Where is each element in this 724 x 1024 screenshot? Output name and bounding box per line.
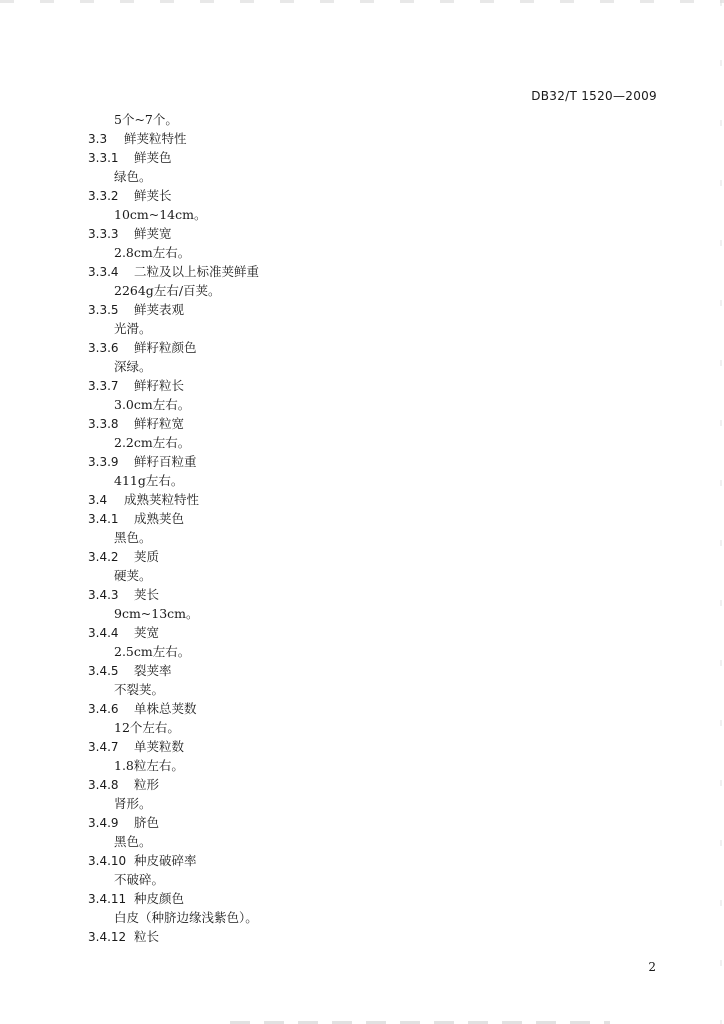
section-value: [88, 110, 648, 129]
section-title: 粒形: [134, 777, 160, 792]
section-title: 鲜荚表观: [134, 302, 185, 317]
document-code: DB32/T 1520—2009: [531, 89, 657, 103]
section-title: 鲜籽粒长: [134, 378, 185, 393]
scan-artifact-right: [720, 0, 722, 1024]
section-heading: [88, 129, 648, 148]
section-value: [88, 357, 648, 376]
section-number: 3.4.12: [88, 930, 127, 944]
section-value: [88, 471, 648, 490]
section-heading: [88, 376, 648, 395]
section-title: 二粒及以上标准荚鲜重: [134, 264, 260, 279]
section-number: 3.3.4: [88, 265, 119, 279]
section-title: 鲜荚粒特性: [124, 131, 187, 146]
section-text: 3.0cm左右。: [114, 397, 191, 412]
section-value: [88, 566, 648, 585]
section-title: 鲜籽粒宽: [134, 416, 185, 431]
section-value: [88, 433, 648, 452]
section-title: 荚长: [134, 587, 160, 602]
section-heading: [88, 623, 648, 642]
page-number: 2: [648, 960, 656, 974]
section-number: 3.4: [88, 493, 108, 507]
section-title: 荚宽: [134, 625, 160, 640]
section-text: 2.2cm左右。: [114, 435, 191, 450]
section-value: [88, 832, 648, 851]
section-number: 3.4.6: [88, 702, 119, 716]
section-heading: [88, 509, 648, 528]
section-heading: [88, 148, 648, 167]
section-text: 不破碎。: [114, 872, 165, 887]
section-number: 3.4.10: [88, 854, 127, 868]
section-number: 3.3.2: [88, 189, 119, 203]
section-number: 3.3.5: [88, 303, 119, 317]
section-value: [88, 870, 648, 889]
section-heading: [88, 262, 648, 281]
section-text: 黑色。: [114, 530, 152, 545]
section-title: 成熟荚粒特性: [124, 492, 200, 507]
section-title: 鲜荚色: [134, 150, 172, 165]
section-text: 2.5cm左右。: [114, 644, 191, 659]
section-heading: [88, 889, 648, 908]
section-value: [88, 167, 648, 186]
section-title: 种皮破碎率: [134, 853, 197, 868]
section-text: 411g左右。: [114, 473, 184, 488]
section-heading: [88, 224, 648, 243]
section-heading: [88, 661, 648, 680]
section-text: 2.8cm左右。: [114, 245, 191, 260]
section-heading: [88, 452, 648, 471]
section-title: 粒长: [134, 929, 160, 944]
section-number: 3.3.9: [88, 455, 119, 469]
section-number: 3.3.8: [88, 417, 119, 431]
section-title: 裂荚率: [134, 663, 172, 678]
section-number: 3.4.9: [88, 816, 119, 830]
section-text: 黑色。: [114, 834, 152, 849]
section-text: 12个左右。: [114, 720, 180, 735]
section-text: 1.8粒左右。: [114, 758, 184, 773]
section-heading: [88, 737, 648, 756]
section-text: 9cm~13cm。: [114, 606, 199, 621]
section-value: [88, 642, 648, 661]
section-title: 荚质: [134, 549, 160, 564]
section-text: 绿色。: [114, 169, 152, 184]
section-heading: [88, 585, 648, 604]
section-heading: [88, 414, 648, 433]
section-value: [88, 756, 648, 775]
section-number: 3.4.5: [88, 664, 119, 678]
section-value: [88, 718, 648, 737]
section-title: 鲜籽百粒重: [134, 454, 197, 469]
section-number: 3.4.2: [88, 550, 119, 564]
section-number: 3.4.8: [88, 778, 119, 792]
section-heading: [88, 186, 648, 205]
section-title: 脐色: [134, 815, 160, 830]
section-text: 肾形。: [114, 796, 152, 811]
section-text: 2264g左右/百荚。: [114, 283, 221, 298]
section-heading: [88, 699, 648, 718]
section-number: 3.4.1: [88, 512, 119, 526]
section-heading: [88, 851, 648, 870]
section-value: [88, 395, 648, 414]
section-text: 光滑。: [114, 321, 152, 336]
section-number: 3.4.4: [88, 626, 119, 640]
section-title: 种皮颜色: [134, 891, 185, 906]
section-number: 3.4.7: [88, 740, 119, 754]
section-value: [88, 680, 648, 699]
section-heading: [88, 775, 648, 794]
section-title: 单株总荚数: [134, 701, 197, 716]
section-value: [88, 528, 648, 547]
section-text: 深绿。: [114, 359, 152, 374]
section-heading: [88, 813, 648, 832]
document-body: [88, 110, 648, 946]
section-number: 3.4.3: [88, 588, 119, 602]
section-number: 3.3.7: [88, 379, 119, 393]
section-number: 3.3: [88, 132, 108, 146]
section-text: 10cm~14cm。: [114, 207, 207, 222]
section-title: 鲜荚宽: [134, 226, 172, 241]
section-text: 硬荚。: [114, 568, 152, 583]
section-value: [88, 908, 648, 927]
section-value: [88, 319, 648, 338]
section-heading: [88, 490, 648, 509]
section-number: 3.3.6: [88, 341, 119, 355]
section-value: [88, 243, 648, 262]
section-title: 成熟荚色: [134, 511, 185, 526]
section-text: 5个~7个。: [114, 112, 178, 127]
section-number: 3.4.11: [88, 892, 127, 906]
section-title: 鲜籽粒颜色: [134, 340, 197, 355]
section-number: 3.3.3: [88, 227, 119, 241]
section-number: 3.3.1: [88, 151, 119, 165]
section-value: [88, 794, 648, 813]
section-text: 白皮（种脐边缘浅紫色）。: [114, 910, 258, 925]
section-heading: [88, 338, 648, 357]
section-value: [88, 205, 648, 224]
section-text: 不裂荚。: [114, 682, 165, 697]
section-heading: [88, 300, 648, 319]
section-value: [88, 604, 648, 623]
section-heading: [88, 547, 648, 566]
scan-artifact-top: [0, 0, 724, 3]
section-title: 鲜荚长: [134, 188, 172, 203]
section-title: 单荚粒数: [134, 739, 185, 754]
section-value: [88, 281, 648, 300]
section-heading: [88, 927, 648, 946]
